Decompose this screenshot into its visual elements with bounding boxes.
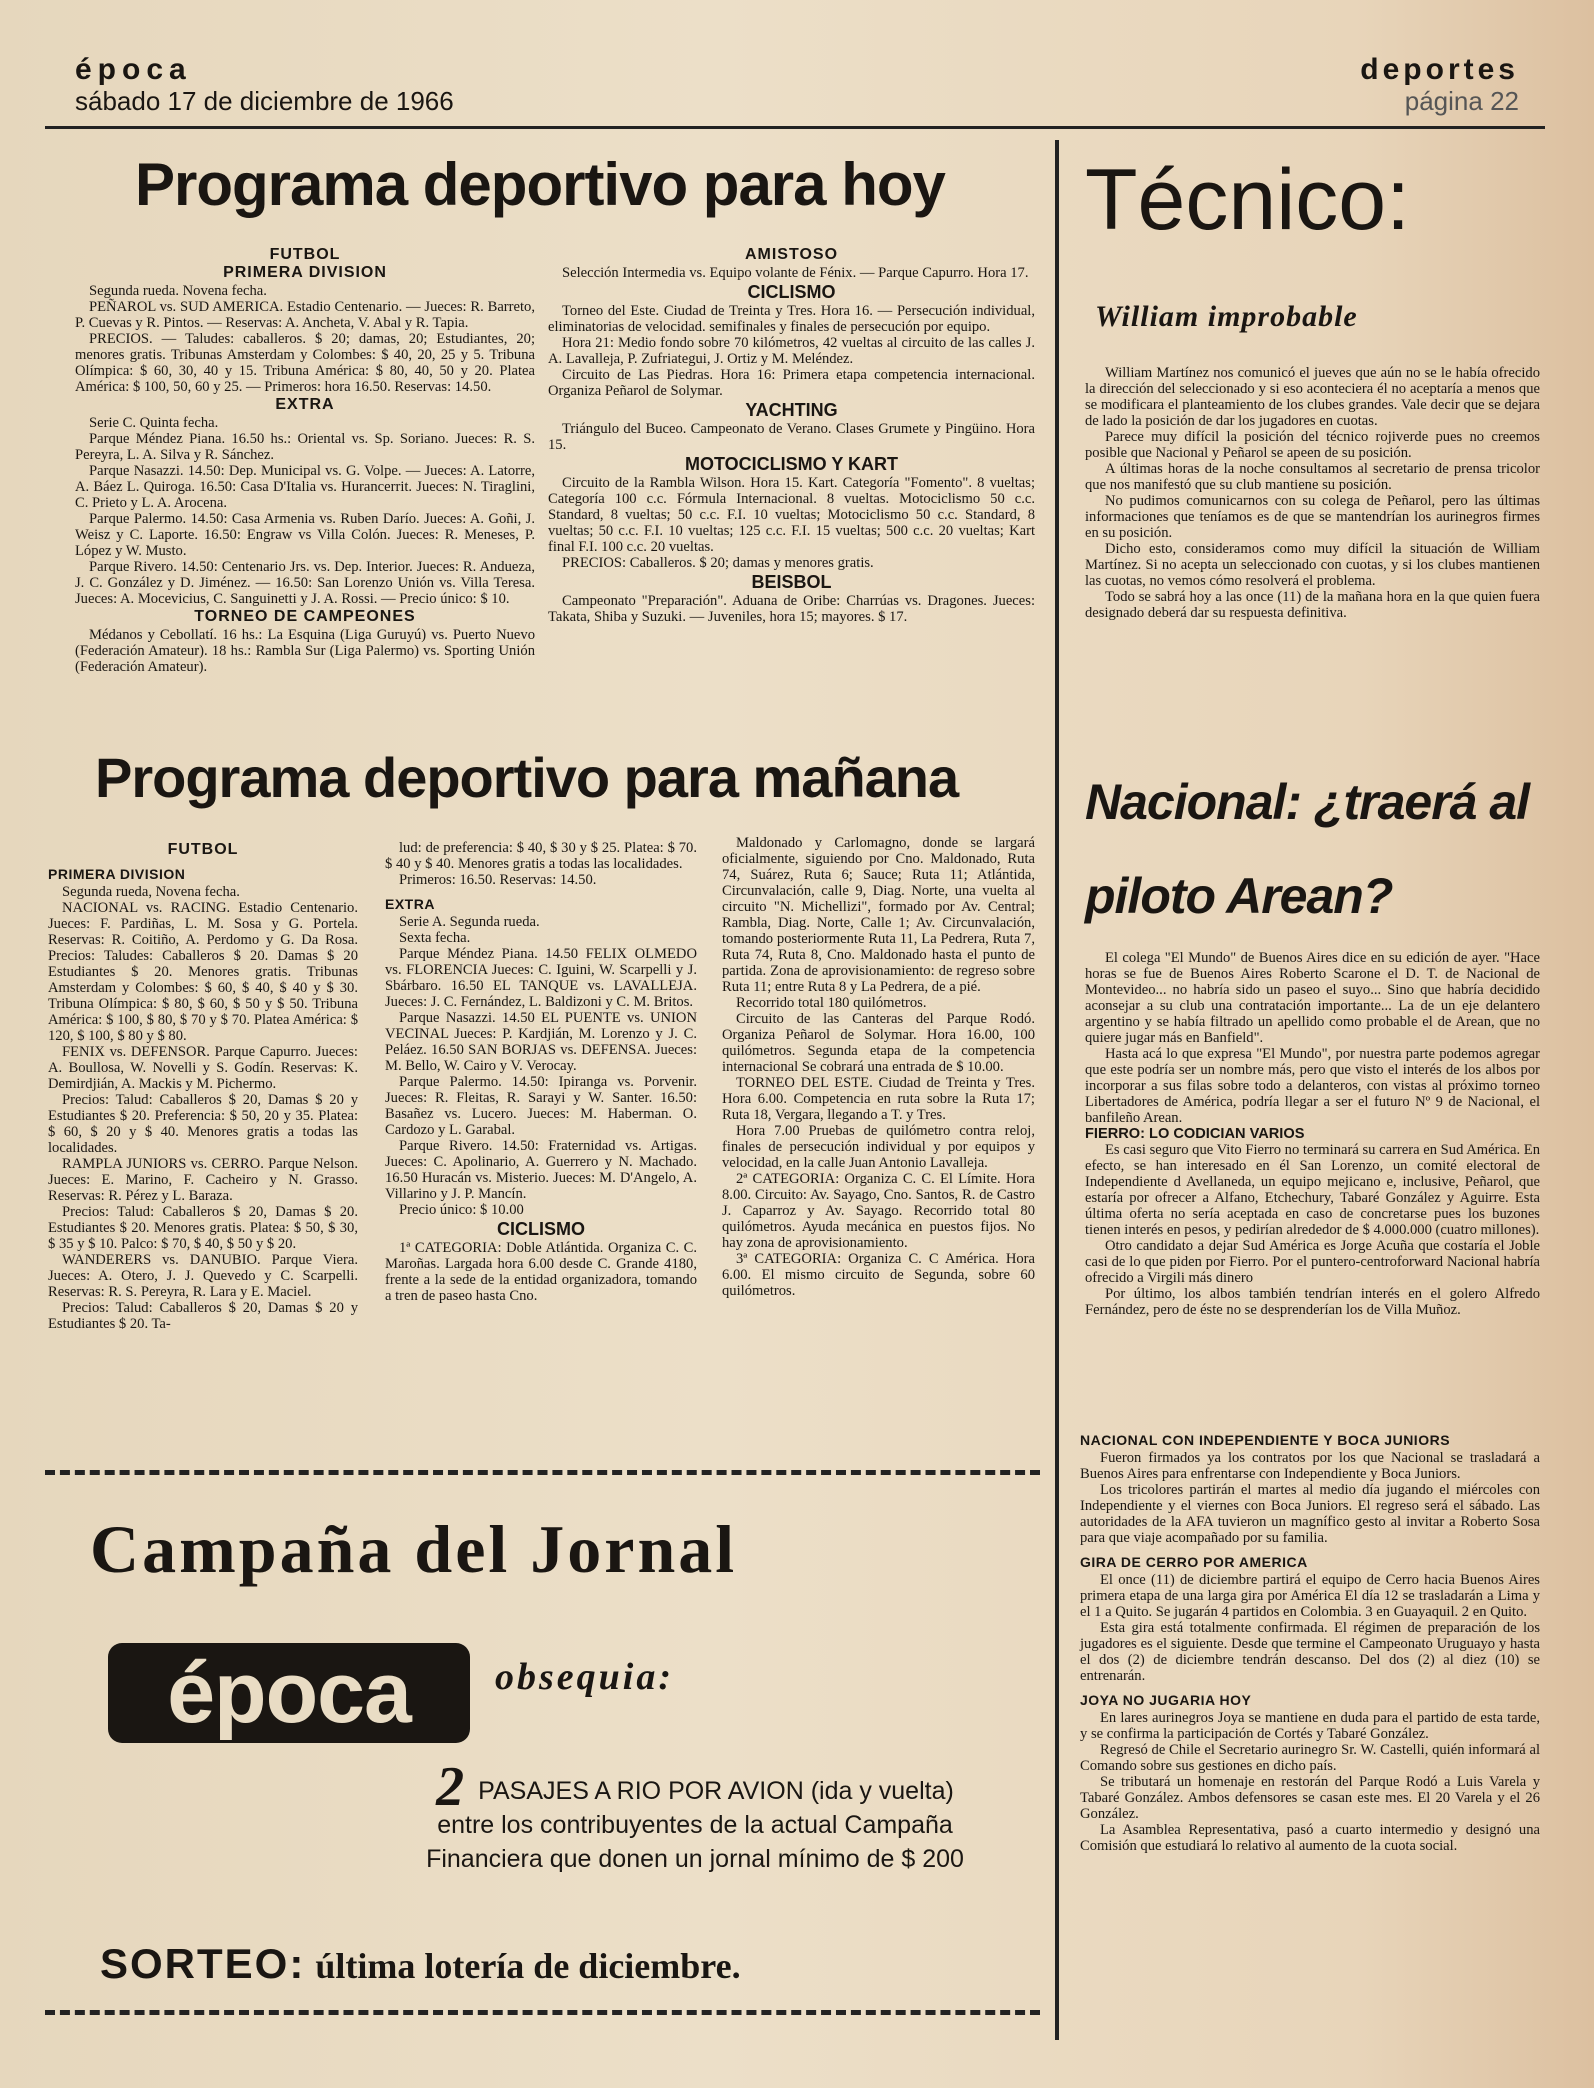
section-heading: FUTBOL [167,841,239,858]
paragraph: FENIX vs. DEFENSOR. Parque Capurro. Jueces: A. Boullosa, W. Novelli y S. Godín. Reservas: K. Demirdjián, A. Mackis y M. Pichermo. [48,1044,358,1092]
paragraph: Parque Méndez Piana. 16.50 hs.: Oriental vs. Sp. Soriano. Jueces: R. S. Pereyra, L. A. Silva y R. Sánchez. [75,431,535,463]
paragraph: Triángulo del Buceo. Campeonato de Verano. Clases Grumete y Pingüino. Hora 15. [548,421,1035,453]
headline-nacional: Nacional: ¿traerá al piloto Arean? [1085,774,1530,924]
joya-head: JOYA NO JUGARIA HOY [1080,1692,1252,1708]
section-name: deportes [1360,53,1519,86]
paragraph: TORNEO DEL ESTE. Ciudad de Treinta y Tres. Hora 6.00. Competencia en ruta sobre la Ruta 17; Ruta 18, Vergara, llegando a T. y Tres. [722,1075,1035,1123]
manana-column-3 [722,835,1035,1299]
paragraph: Otro candidato a dejar Sud América es Jorge Acuña que costaría el Joble casi de lo que piden por Fierro. Por el puntero-centroforward Nacional habría ofrecido a Virgili más dinero [1085,1238,1540,1286]
paragraph: 3ª CATEGORIA: Organiza C. C América. Hora 6.00. El mismo circuito de Segunda, sobre 60 quilómetros. [722,1251,1035,1299]
paragraph: FIERRO: LO CODICIAN VARIOS [1085,1126,1305,1142]
section-heading: CICLISMO [747,282,836,302]
paragraph: Parque Méndez Piana. 14.50 FELIX OLMEDO vs. FLORENCIA Jueces: C. Iguini, W. Scarpelli y J. Sbárbaro. 16.50 EL TANQUE vs. LAVALLEJA. Jueces: J. C. Fernández, L. Baldizoni y C. M. Britos. [385,946,697,1010]
section-heading: EXTRA [385,896,435,912]
hoy-column-1 [75,245,535,675]
ad-brand-logo: época [108,1643,470,1743]
paragraph: RAMPLA JUNIORS vs. CERRO. Parque Nelson. Jueces: E. Marino, F. Cacheiro y N. Grasso. Reservas: R. Pérez y L. Baraza. [48,1156,358,1204]
paragraph: Por último, los albos también tendrían interés en el golero Alfredo Fernández, pero de éste no se desprenderían los de Villa Muñoz. [1085,1286,1540,1318]
section-heading: CICLISMO [497,1219,585,1239]
section-heading: PRIMERA DIVISION [223,264,387,281]
prize-number: 2 [436,1756,465,1818]
paragraph: Hasta acá lo que expresa "El Mundo", por nuestra parte podemos agregar que este podría ser un nombre más, pero que visto el interés de los albos por incorporar a sus filas sobre todo a delanteros, con vistas al próximo torneo Libertadores de América, podría llegar a ser el futuro Nº 9 de Nacional, el banfileño Arean. [1085,1046,1540,1126]
paragraph: Se tributará un homenaje en restorán del Parque Rodó a Luis Varela y Tabaré González. Ambos defensores se casan este mes. El 20 Varela y el 26 González. [1080,1774,1540,1822]
paragraph: Todo se sabrá hoy a las once (11) de la mañana hora en la que quien fuera designado deberá dar su respuesta definitiva. [1085,589,1540,621]
paragraph: Dicho esto, consideramos como muy difícil la situación de William Martínez. Si no acepta un seleccionado con cuotas, y si los clubes mantienen las cuotas, no vemos cómo resolverá el problema. [1085,541,1540,589]
sorteo-text: última lotería de diciembre. [315,1946,741,1986]
header-rule [45,126,1545,129]
ad-border-bottom [45,2010,1040,2015]
gira-head: GIRA DE CERRO POR AMERICA [1080,1554,1308,1570]
paragraph: Los tricolores partirán el martes al medio día jugando el miércoles con Independiente y el viernes con Boca Juniors. El regreso será el sábado. Las autoridades de la AFA tuvieron un magnífico gesto al invitar a Roberto Sosa para que viaje acompañado por su familia. [1080,1482,1540,1546]
section-heading: PRIMERA DIVISION [48,866,186,882]
headline-manana: Programa deportivo para mañana [95,746,959,809]
gira-body [1080,1572,1540,1684]
paragraph: PEÑAROL vs. SUD AMERICA. Estadio Centenario. — Jueces: R. Barreto, P. Cuevas y R. Pintos. — Reservas: A. Ancheta, V. Abal y R. Tapia. [75,299,535,331]
masthead-left [75,55,454,117]
paragraph: Selección Intermedia vs. Equipo volante de Fénix. — Parque Capurro. Hora 17. [562,265,1029,281]
paragraph: Parece muy difícil la posición del técnico rojiverde pues no creemos posible que Nacional y Peñarol se apeen de su posición. [1085,429,1540,461]
section-heading: AMISTOSO [744,246,839,263]
paragraph: Parque Palermo. 14.50: Casa Armenia vs. Ruben Darío. Jueces: A. Goñi, J. Weisz y C. Laporte. 16.50: Engraw vs Villa Colón. Jueces: R. Meneses, P. López y W. Musto. [75,511,535,559]
nacional-boca-article [1080,1432,1540,1854]
subhead-william: William improbable [1095,300,1358,333]
prize-line-2: entre los contribuyentes de la actual Campaña [437,1811,953,1839]
paragraph: 1ª CATEGORIA: Doble Atlántida. Organiza C. C. Maroñas. Largada hora 6.00 desde C. Grande 4180, frente a la sede de la entidad organizadora, tomando a tren de paseo hasta Cno. [385,1240,697,1304]
paragraph: Segunda rueda, Novena fecha. [62,884,240,900]
issue-date: sábado 17 de diciembre de 1966 [75,86,454,116]
section-heading: MOTOCICLISMO Y KART [684,454,898,474]
section-heading: TORNEO DE CAMPEONES [194,608,416,625]
paragraph: William Martínez nos comunicó el jueves que aún no se le había ofrecido la dirección del seleccionado y si eso aconteciera él no aceptaría a menos que se modificara el planteamiento de los clubes grandes. Vale decir que se dejara de lado la posición de dar los jugadores en cuotas. [1085,365,1540,429]
section-heading: EXTRA [275,396,335,413]
paragraph: Serie A. Segunda rueda. [399,914,540,930]
paragraph: En lares aurinegros Joya se mantiene en duda para el partido de esta tarde, y se confirma la participación de Cortés y Tabaré González. [1080,1710,1540,1742]
paragraph: Segunda rueda. Novena fecha. [89,283,267,299]
paragraph: Hora 7.00 Pruebas de quilómetro contra reloj, finales de persecución individual y por equipos y velocidad, en la calle Juan Antonio Lavalleja. [722,1123,1035,1171]
paragraph: Regresó de Chile el Secretario aurinegro Sr. W. Castelli, quién informará al Comando sobre sus gestiones en dicho país. [1080,1742,1540,1774]
manana-column-1 [48,840,358,1332]
william-article [1085,365,1540,621]
paragraph: El once (11) de diciembre partirá el equipo de Cerro hacia Buenos Aires primera etapa de una larga gira por América El día 12 se trasladarán a Lima y el 1 a Quito. Se jugarán 4 partidos en Colombia. 3 en Guayaquil. 2 en Quito. [1080,1572,1540,1620]
paragraph: Circuito de la Rambla Wilson. Hora 15. Kart. Categoría "Fomento". 8 vueltas; Categoría 100 c.c. Fórmula Internacional. 8 vueltas. Motociclismo 50 c.c. Standard, 8 vueltas; 50 c.c. F.I. 10 vueltas; Motociclismo 50 c.c. Standard, 8 vueltas; 50 c.c. F.I. 10 vueltas; 125 c.c. F.I. 15 vueltas; 500 c.c. 20 vueltas; Kart final F.I. 100 c.c. 20 vueltas. [548,475,1035,555]
paragraph: Precio único: $ 10.00 [399,1202,524,1218]
paragraph: 2ª CATEGORIA: Organiza C. C. El Límite. Hora 8.00. Circuito: Av. Sayago, Cno. Santos, R. de Castro J. Caparroz y Av. Sayago. Recorrido total 80 quilómetros. Ayuda mecánica en puestos fijos. No hay zona de aprovisionamiento. [722,1171,1035,1251]
paragraph: Médanos y Cebollatí. 16 hs.: La Esquina (Liga Guruyú) vs. Puerto Nuevo (Federación Amateur). 18 hs.: Rambla Sur (Liga Palermo) vs. Sporting Unión (Federación Amateur). [75,627,535,675]
paragraph: Hora 21: Medio fondo sobre 70 kilómetros, 42 vueltas al circuito de las calles J. A. Lavalleja, P. Zufriategui, J. Ortiz y M. Meléndez. [548,335,1035,367]
indep-head: NACIONAL CON INDEPENDIENTE Y BOCA JUNIORS [1080,1432,1451,1448]
paragraph: Precios: Talud: Caballeros $ 20, Damas $ 20 y Estudiantes $ 20. Preferencia: $ 50, 20 y 35. Platea: $ 60, $ 20 y $ 40. Menores gratis a todas las localidades. [48,1092,358,1156]
section-heading: YACHTING [745,400,838,420]
paragraph: lud: de preferencia: $ 40, $ 30 y $ 25. Platea: $ 70. $ 40 y $ 40. Menores gratis a todas las localidades. [385,840,697,872]
sorteo-label: SORTEO: [100,1940,306,1987]
prize-line-3: Financiera que donen un jornal mínimo de $ 200 [426,1845,964,1873]
paragraph: Precios: Talud: Caballeros $ 20, Damas $ 20. Estudiantes $ 20. Menores gratis. Platea: $ 50, $ 30, $ 35 y $ 10. Palco: $ 70, $ 40, $ 50 y $ 20. [48,1204,358,1252]
indep-body [1080,1450,1540,1546]
paragraph: Serie C. Quinta fecha. [89,415,219,431]
hoy-column-2 [548,245,1035,625]
ad-verb: obsequia: [495,1656,674,1698]
paper-name: época [75,53,192,86]
section-heading: FUTBOL [269,246,341,263]
paragraph: WANDERERS vs. DANUBIO. Parque Viera. Jueces: A. Otero, J. J. Quevedo y C. Scarpelli. Reservas: R. S. Pereyra, R. Lara y E. Maciel. [48,1252,358,1300]
page-number: página 22 [1404,86,1519,116]
paragraph: Primeros: 16.50. Reservas: 14.50. [399,872,597,888]
paragraph: NACIONAL vs. RACING. Estadio Centenario. Jueces: F. Pardiñas, L. M. Sosa y G. Portela. Reservas: R. Coitiño, A. Perdomo y G. Da Rosa. Precios: Taludes: Caballeros $ 20. Damas $ 20 Estudiantes $ 20. Menores gratis. Tribunas Amsterdam y Colombes: $ 60, $ 40, $ 40 y $ 30. Tribuna Olímpica: $ 80, $ 60, $ 50 y $ 50. Tribuna América: $ 100, $ 80, $ 70 y $ 70. Platea América: $ 120, $ 100, $ 80 y $ 80. [48,900,358,1044]
paragraph: El colega "El Mundo" de Buenos Aires dice en su edición de ayer. "Hace horas se fue de Buenos Aires Roberto Scarone el D. T. de Nacional de Montevideo... no habría sido un paseo el suyo... Sino que habría decidido aconsejar a su club una contratación importante... La de un eje delantero argentino y se había filtrado un apellido como probable el de Arean, que no quiere jugar más en Banfield". [1085,950,1540,1046]
paragraph: La Asamblea Representativa, pasó a cuarto intermedio y designó una Comisión que estudiará lo relativo al aumento de la cuota social. [1080,1822,1540,1854]
manana-column-2 [385,840,697,1304]
prize-line-1: PASAJES A RIO POR AVION (ida y vuelta) [478,1777,954,1805]
column-divider [1055,140,1059,2040]
paragraph: PRECIOS: Caballeros. $ 20; damas y menores gratis. [562,555,874,571]
paragraph: Parque Palermo. 14.50: Ipiranga vs. Porvenir. Jueces: R. Fleitas, R. Sarayi y W. Santer. 16.50: Basañez vs. Lucero. Jueces: M. Haberman. O. Cardozo y L. Garabal. [385,1074,697,1138]
nacional-article [1085,950,1540,1318]
ad-border-top [45,1470,1040,1475]
paragraph: Sexta fecha. [399,930,471,946]
masthead-right [1360,55,1519,117]
paragraph: No pudimos comunicarnos con su colega de Peñarol, pero las últimas informaciones que teníamos es de que se mantendrían los aurinegros firmes en su posición. [1085,493,1540,541]
paragraph: Es casi seguro que Vito Fierro no terminará su carrera en Sud América. En efecto, se han interesado en él San Lorenzo, un comité electoral de Independiente d Avellaneda, un equipo mejicano e, inclusive, Peñarol, que estaría por ofrecer a Alfano, Etchechury, Tabaré González y Aguirre. Esta última oferta no sería aceptada en caso de concretarse pues los buzones tienen interés en pesos, y pedirían alrededor de $ 4.000.000 (cuatro millones). [1085,1142,1540,1238]
headline-hoy: Programa deportivo para hoy [135,151,945,218]
paragraph: Esta gira está totalmente confirmada. El régimen de preparación de los jugadores es el siguiente. Desde que termine el Campeonato Uruguayo y hasta el dos (2) de diciembre tendrán descanso. Del dos (2) al diez (10) se entrenarán. [1080,1620,1540,1684]
paragraph: Fueron firmados ya los contratos por los que Nacional se trasladará a Buenos Aires para enfrentarse con Independiente y Boca Juniors. [1080,1450,1540,1482]
ad-sorteo [100,1940,741,1988]
paragraph: A últimas horas de la noche consultamos al secretario de prensa tricolor que nos manifestó que su club mantiene su posición. [1085,461,1540,493]
paragraph: Circuito de las Canteras del Parque Rodó. Organiza Peñarol de Solymar. Hora 16.00, 100 quilómetros. Segunda etapa de la competencia internacional Se cobrará una entrada de $ 10.00. [722,1011,1035,1075]
paragraph: Parque Rivero. 14.50: Centenario Jrs. vs. Dep. Interior. Jueces: R. Andueza, J. C. González y D. Jiménez. — 16.50: San Lorenzo Unión vs. Villa Teresa. Jueces: A. Mocevicius, C. Sanguinetti y J. A. Rossi. — Precio único: $ 10. [75,559,535,607]
ad-prize [385,1756,1005,1876]
headline-tecnico: Técnico: [1085,152,1411,248]
ad-title: Campaña del Jornal [90,1511,738,1587]
paragraph: PRECIOS. — Taludes: caballeros. $ 20; damas, 20; Estudiantes, 20; menores gratis. Tribunas Amsterdam y Colombes: $ 40, 20, 25 y 5. Tribuna Olímpica: $ 60, 30, 40 y 15. Tribuna América: $ 80, 40, 50 y 20. Platea América: $ 100, 50, 60 y 25. — Primeros: hora 16.50. Reservas: 14.50. [75,331,535,395]
paragraph: Parque Rivero. 14.50: Fraternidad vs. Artigas. Jueces: C. Apolinario, A. Guerrero y N. Machado. 16.50 Huracán vs. Misterio. Jueces: M. D'Angelo, A. Villarino y J. P. Mancín. [385,1138,697,1202]
paragraph: Recorrido total 180 quilómetros. [736,995,927,1011]
joya-body [1080,1710,1540,1854]
paragraph: Maldonado y Carlomagno, donde se largará oficialmente, siguiendo por Cno. Maldonado, Ruta 74, Suárez, Ruta 6; Sauce; Ruta 11; Atlántida, Circunvalación, calle 9, Diag. Norte, una vuelta al circuito "N. Michellizi", formado por Av. Central; Rambla, Diag. Norte, Calle 1; Av. Circunvalación, tomando posteriormente Ruta 11, La Pedrera, Ruta 7, Ruta 74, Ruta 8, Cno. Maldonado hasta el punto de partida. Zona de aprovisionamiento: de regreso sobre Ruta 11; entre Ruta 8 y La Pedrera, de a pié. [722,835,1035,995]
paragraph: Circuito de Las Piedras. Hora 16: Primera etapa competencia internacional. Organiza Peñarol de Solymar. [548,367,1035,399]
paragraph: Torneo del Este. Ciudad de Treinta y Tres. Hora 16. — Persecución individual, eliminatorias de velocidad. semifinales y finales de persecución por equipo. [548,303,1035,335]
paragraph: Parque Nasazzi. 14.50: Dep. Municipal vs. G. Volpe. — Jueces: A. Latorre, A. Báez L. Quiroga. 16.50: Casa D'Italia vs. Hurancerrit. Jueces: N. Tiraglini, C. Prieto y L. A. Arocena. [75,463,535,511]
paragraph: Parque Nasazzi. 14.50 EL PUENTE vs. UNION VECINAL Jueces: P. Kardjián, M. Lorenzo y J. C. Peláez. 16.50 SAN BORJAS vs. DEFENSA. Jueces: M. Bello, W. Cairo y V. Verocay. [385,1010,697,1074]
paragraph: Campeonato "Preparación". Aduana de Oribe: Charrúas vs. Dragones. Jueces: Takata, Shiba y Suzuki. — Juveniles, hora 15; mayores. $ 17. [548,593,1035,625]
section-heading: BEISBOL [751,572,832,592]
paragraph: Precios: Talud: Caballeros $ 20, Damas $ 20 y Estudiantes $ 20. Ta- [48,1300,358,1332]
